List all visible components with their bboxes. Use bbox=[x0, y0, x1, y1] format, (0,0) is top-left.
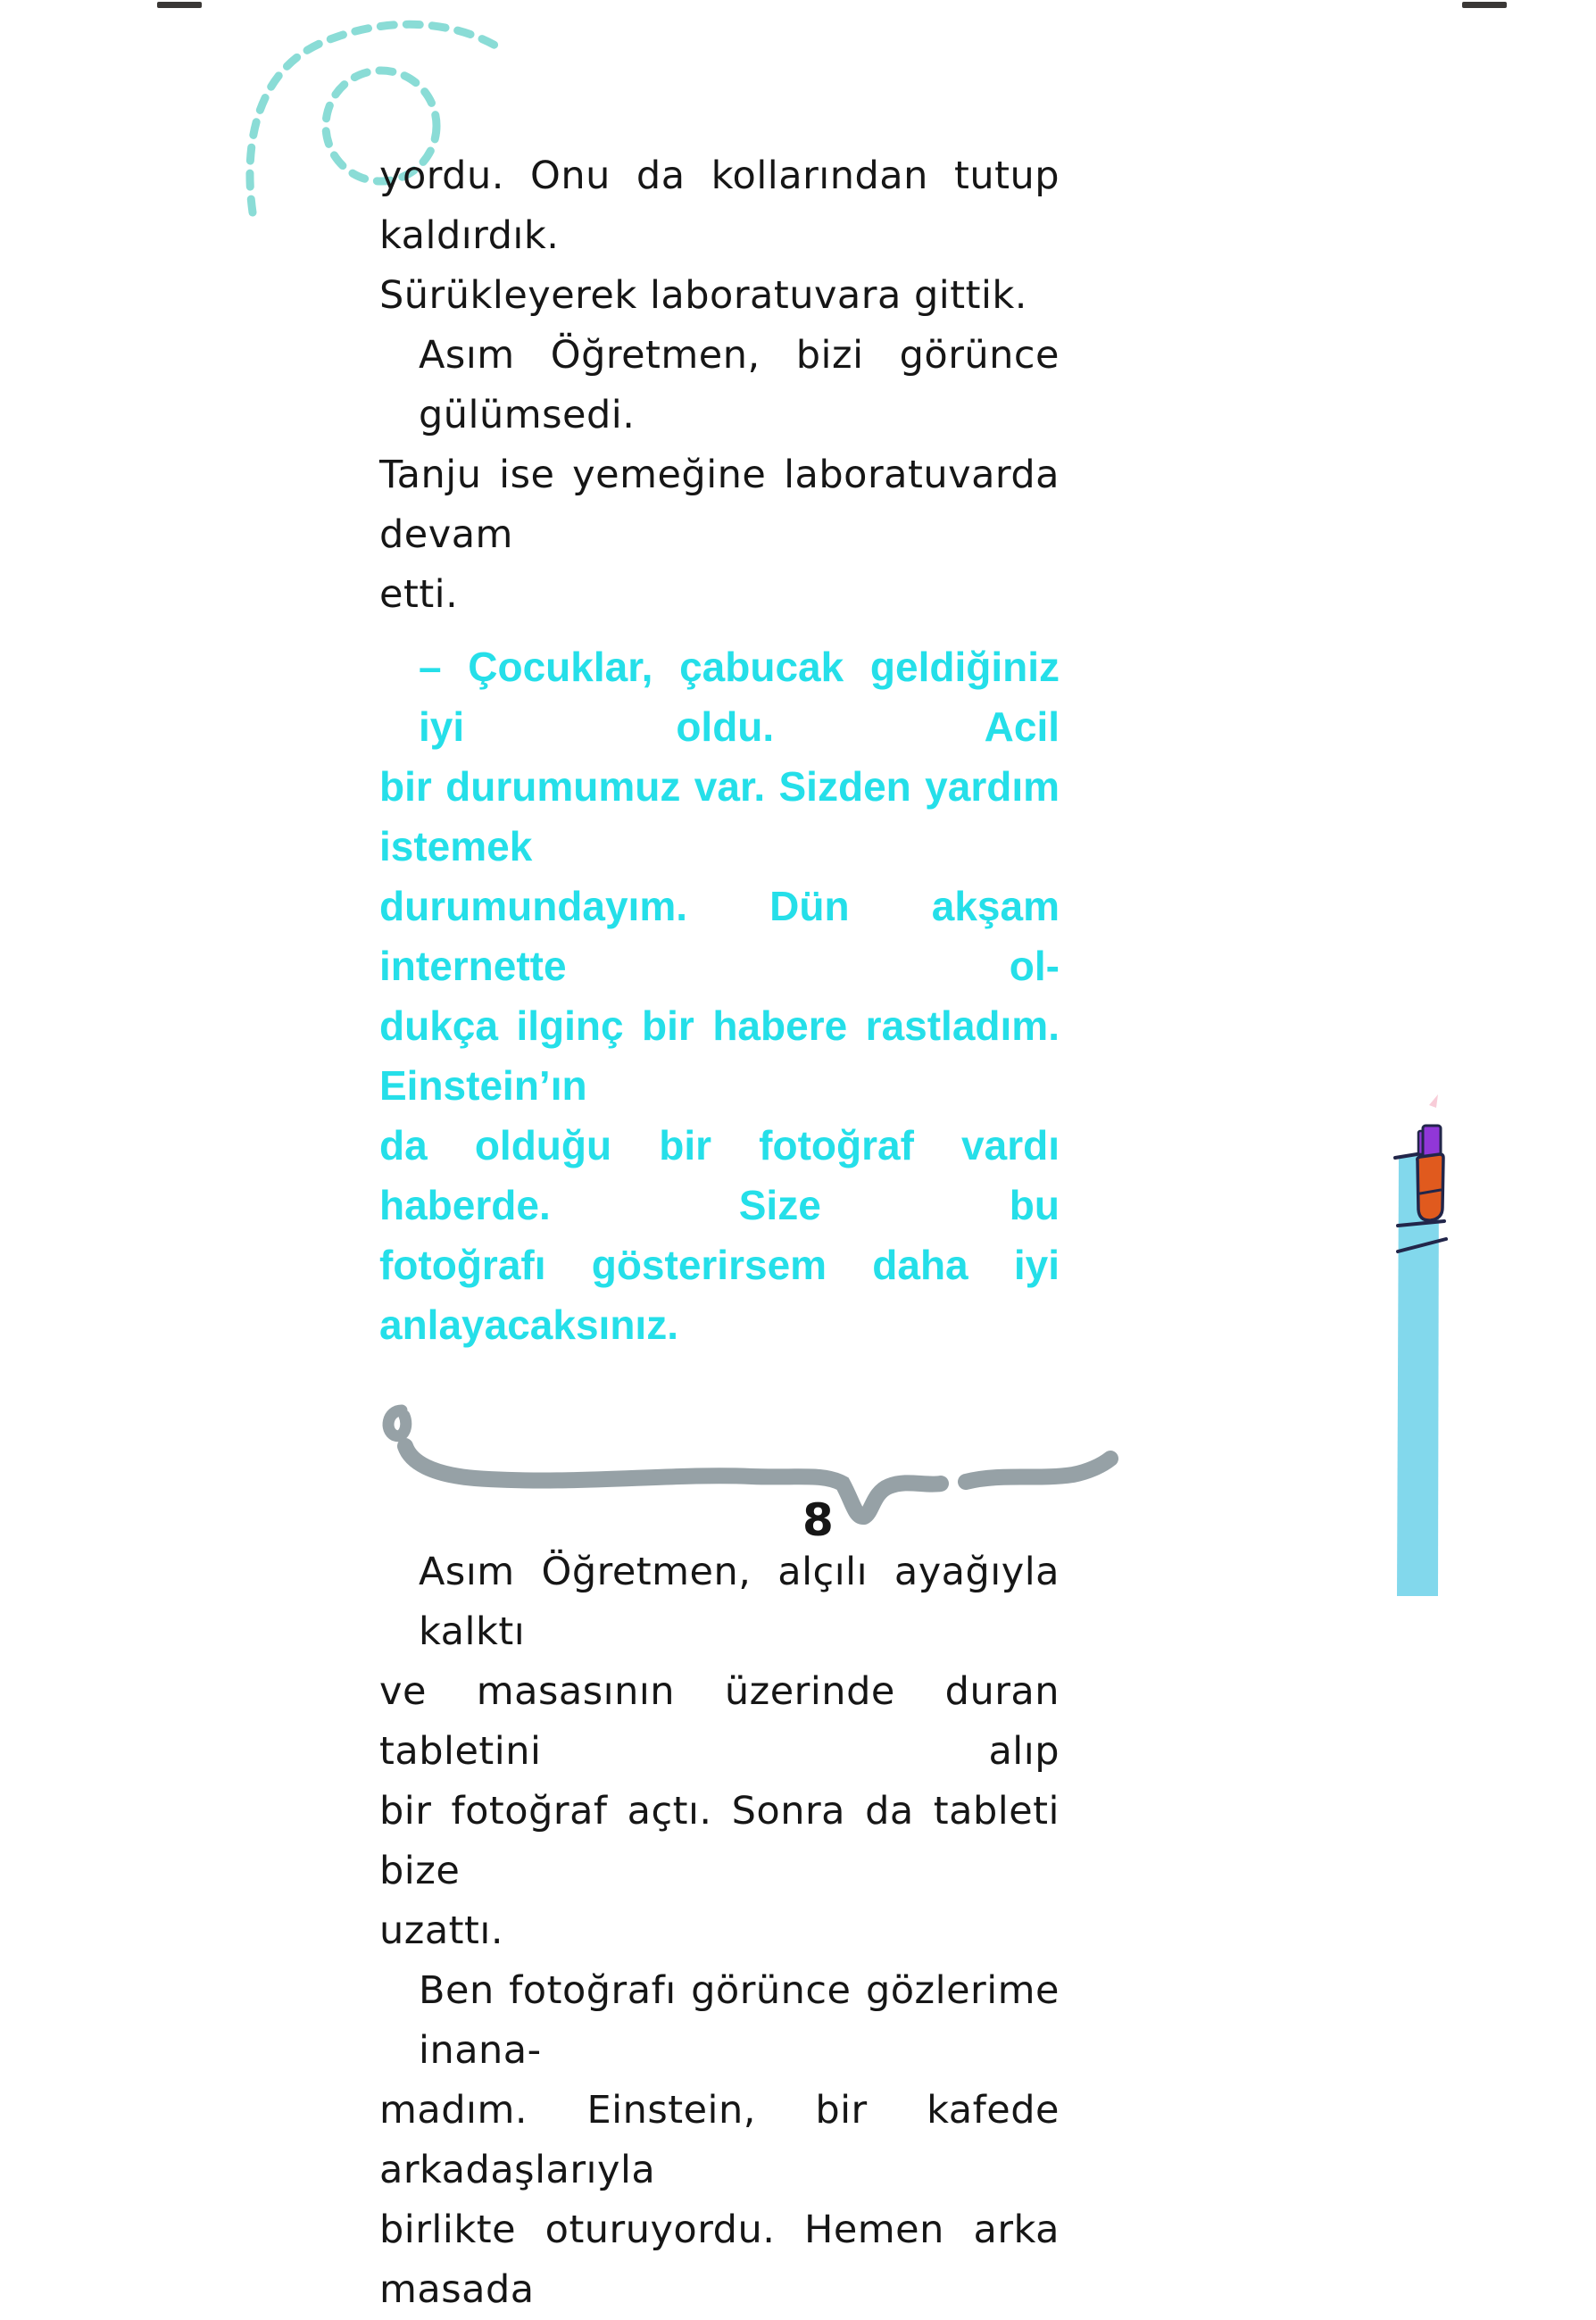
paragraph bbox=[379, 326, 1060, 625]
paragraph bbox=[379, 1961, 1060, 2320]
text-line: Asım Öğretmen, bizi görünce gülümsedi. bbox=[419, 333, 1060, 437]
pink-spark bbox=[1429, 1094, 1438, 1108]
text-line: etti. bbox=[379, 572, 459, 617]
colored-pencil-illustration bbox=[1366, 1076, 1596, 1596]
squiggle-end-stroke bbox=[966, 1459, 1110, 1482]
underline-squiggle-drawing bbox=[375, 1400, 1125, 1530]
text-line: birlikte oturuyordu. Hemen arka masada bbox=[379, 2208, 1060, 2312]
page-number: 8 bbox=[802, 1494, 834, 1546]
orange-body bbox=[1417, 1154, 1443, 1220]
text-line: – Çocuklar, çabucak geldiğiniz iyi oldu. Acil bbox=[419, 644, 1060, 750]
paragraph bbox=[379, 146, 1060, 326]
text-line: Ben fotoğrafı görünce gözlerime inana- bbox=[419, 1968, 1060, 2073]
text-line: Tanju ise yemeğine laboratuvarda devam bbox=[379, 453, 1060, 557]
highlighted-dialogue-paragraph bbox=[379, 637, 1060, 1355]
text-line: fotoğrafı gösterirsem daha iyi anlayacaksınız. bbox=[379, 1242, 1060, 1348]
text-line: ve masasının üzerinde duran tabletini alıp bbox=[379, 1669, 1060, 1774]
text-line: bir fotoğraf açtı. Sonra da tableti bize bbox=[379, 1789, 1060, 1893]
hand-drawn-underline bbox=[379, 1400, 1060, 1530]
text-line: yordu. Onu da kollarından tutup kaldırdık. bbox=[379, 154, 1060, 258]
text-line: uzattı. bbox=[379, 1908, 504, 1953]
text-line: dukça ilginç bir habere rastladım. Einstein’ın bbox=[379, 1002, 1060, 1109]
text-line: durumundayım. Dün akşam internette ol- bbox=[379, 883, 1060, 989]
text-line: Sürükleyerek laboratuvara gittik. bbox=[379, 273, 1027, 318]
squiggle-comma bbox=[388, 1410, 406, 1436]
paragraph bbox=[379, 1543, 1060, 1961]
text-column bbox=[379, 146, 1060, 2320]
text-line: bir durumumuz var. Sizden yardım istemek bbox=[379, 763, 1060, 869]
text-line: madım. Einstein, bir kafede arkadaşlarıyla bbox=[379, 2088, 1060, 2192]
page-trim-mark-left bbox=[157, 2, 202, 8]
squiggle-main-stroke bbox=[405, 1446, 941, 1517]
text-line: da olduğu bir fotoğraf vardı haberde. Size bu bbox=[379, 1122, 1060, 1228]
text-line: Asım Öğretmen, alçılı ayağıyla kalktı bbox=[419, 1550, 1060, 1654]
page-trim-mark-right bbox=[1462, 2, 1507, 8]
